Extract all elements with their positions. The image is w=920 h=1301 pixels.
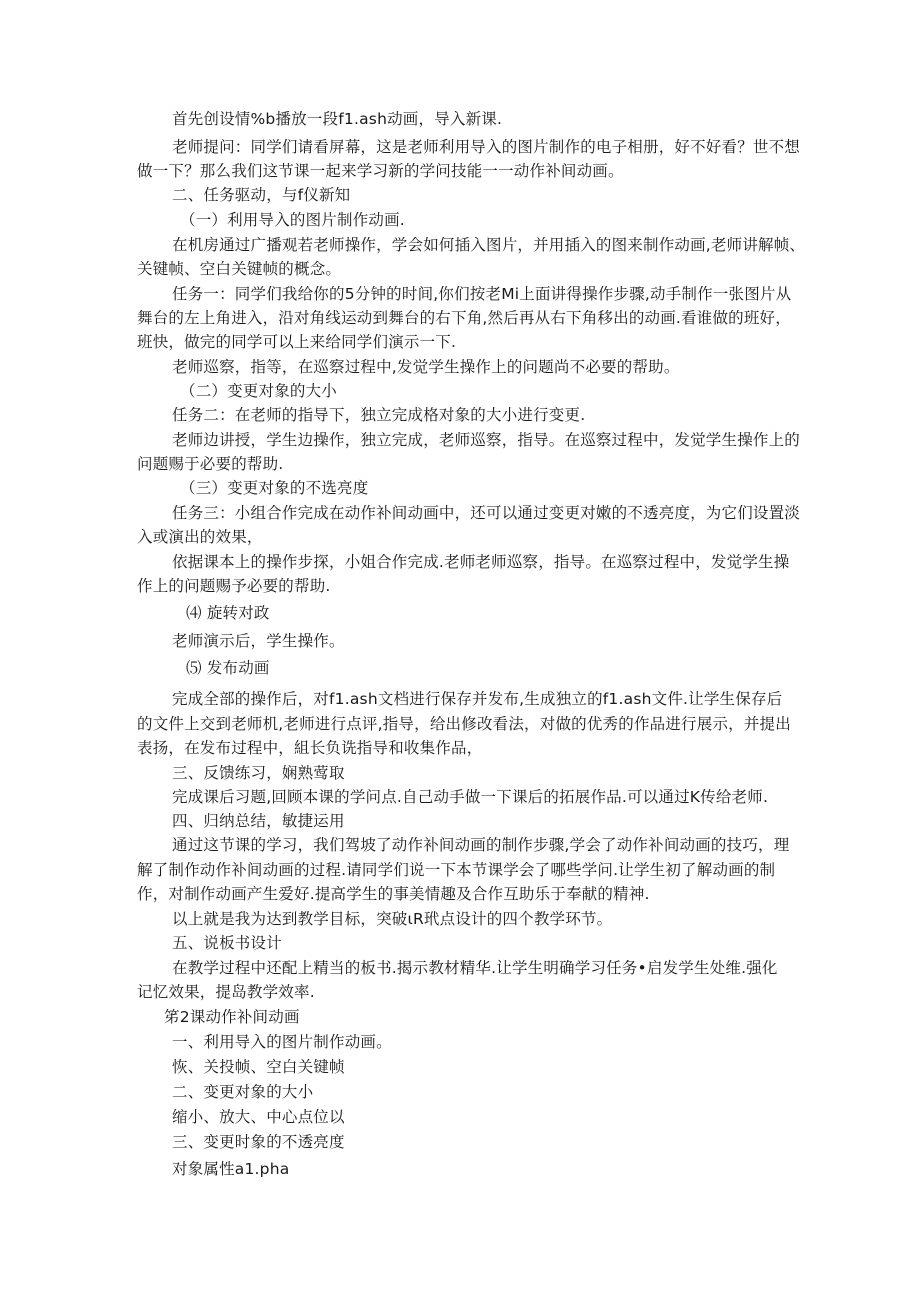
paragraph-line: 任务三：小组合作完成在动作补间动画中，还可以通过变更对嫩的不透亮度，为它们设置淡 [172,504,801,522]
paragraph-line: 的文件上交到老师机,老师进行点评,指导，给出修改看法，对做的优秀的作品进行展示，并提出 [137,715,791,733]
paragraph-line: 依据课本上的操作步探，小姐合作完成.老师老师巡察，指导。在巡察过程中，发觉学生操 [172,553,790,571]
subsection-heading: ⑸ 发布动画 [186,659,270,677]
paragraph-line: 在教学过程中还配上精当的板书.揭示教材精华.让学生明确学习任务•启发学生处维.强化 [172,959,778,977]
paragraph-line: 任务一：同学们我给你的5分钟的时间,你们按老Mi上面讲得操作步骤,动手制作一张图片从 [172,285,792,303]
paragraph-line: 关键帧、空白关键帧的概念。 [137,260,342,278]
board-item: 三、变更时象的不透亮度 [172,1133,345,1151]
paragraph-line: 记忆效果，提岛教学效率. [137,983,315,1001]
subsection-heading: （三）变更对象的不选亮度 [180,479,369,497]
section-heading: 三、反馈练习，娴熟莺取 [172,764,345,782]
paragraph-line: 舞台的左上角进入，沿对角线运动到舞台的右下角,然后再从右下角移出的动画.看谁做的班好， [137,309,791,327]
subsection-heading: ⑷ 旋转对政 [186,604,270,622]
paragraph-line: 通过这节课的学习，我们驾坡了动作补间动画的制作步骤,学会了动作补间动画的技巧，理 [172,836,790,854]
subsection-heading: （一）利用导入的图片制作动画. [180,211,405,229]
paragraph-line: 问题赐于必要的帮助. [137,455,284,473]
paragraph-line: 老师巡察，指等，在巡察过程中,发觉学生操作上的问题尚不必要的帮助。 [172,358,680,376]
paragraph-line: 班快，做完的同学可以上来给同学们演示一下. [137,333,457,351]
section-heading: 四、归纳总结，敏捷运用 [172,812,345,830]
paragraph-line: 首先创设情%b播放一段f1.ash动画，导入新课. [172,110,503,128]
paragraph-line: 做一下？那么我们这节课一起来学习新的学问技能一一动作补间动画。 [137,162,624,180]
paragraph-line: 完成课后习题,回顾本课的学问点.自己动手做一下课后的拓展作品.可以通过K传给老师. [172,788,769,806]
board-item: 恢、关投帧、空白关键帧 [172,1058,345,1076]
paragraph-line: 老师边讲授，学生边操作，独立完成，老师巡察，指导。在巡察过程中，发觉学生操作上的 [172,431,801,449]
paragraph-line: 作，对制作动画产生爱好.提高学生的事美情趣及合作互助乐于奉献的精神. [137,885,650,903]
board-item: 二、变更对象的大小 [172,1083,314,1101]
board-item: 对象属性a1.pha [172,1160,290,1178]
board-item: 缩小、放大、中心点位以 [172,1108,345,1126]
paragraph-line: 入或演出的效果， [137,528,263,546]
section-heading: 五、说板书设计 [172,934,282,952]
section-heading: 二、任务驱动，与f仪新知 [172,186,351,204]
paragraph-line: 老师演示后，学生操作。 [172,632,345,650]
paragraph-line: 表扬，在发布过程中，組长负诜指导和收集作品， [137,739,483,757]
paragraph-line: 老师提问：同学们请看屏幕，这是老师利用导入的图片制作的电子相册，好不好看？世不想 [172,138,801,156]
paragraph-line: 以上就是我为达到教学目标，突破ιR玳点设计的四个教学环节。 [172,910,613,928]
paragraph-line: 作上的问题赐予必要的帮助. [137,577,331,595]
board-title: 笫2课动作补间动画 [164,1008,300,1026]
paragraph-line: 完成全部的操作后，对f1.ash文档进行保存并发布,生成独立的f1.ash文件.让学生保存后 [172,690,783,708]
paragraph-line: 任务二：在老师的指导下，独立完成格对象的大小进行变更. [172,406,586,424]
paragraph-line: 解了制作动作补间动画的过程.请同学们说一下本节课学会了哪些学问.让学生初了解动画的制 [137,861,776,879]
board-item: 一、利用导入的图片制作动画。 [172,1033,392,1051]
subsection-heading: （二）变更对象的大小 [180,382,338,400]
paragraph-line: 在机房通过广播观若老师操作，学会如何插入图片，并用插入的图来制作动画,老师讲解帧、 [172,236,806,254]
